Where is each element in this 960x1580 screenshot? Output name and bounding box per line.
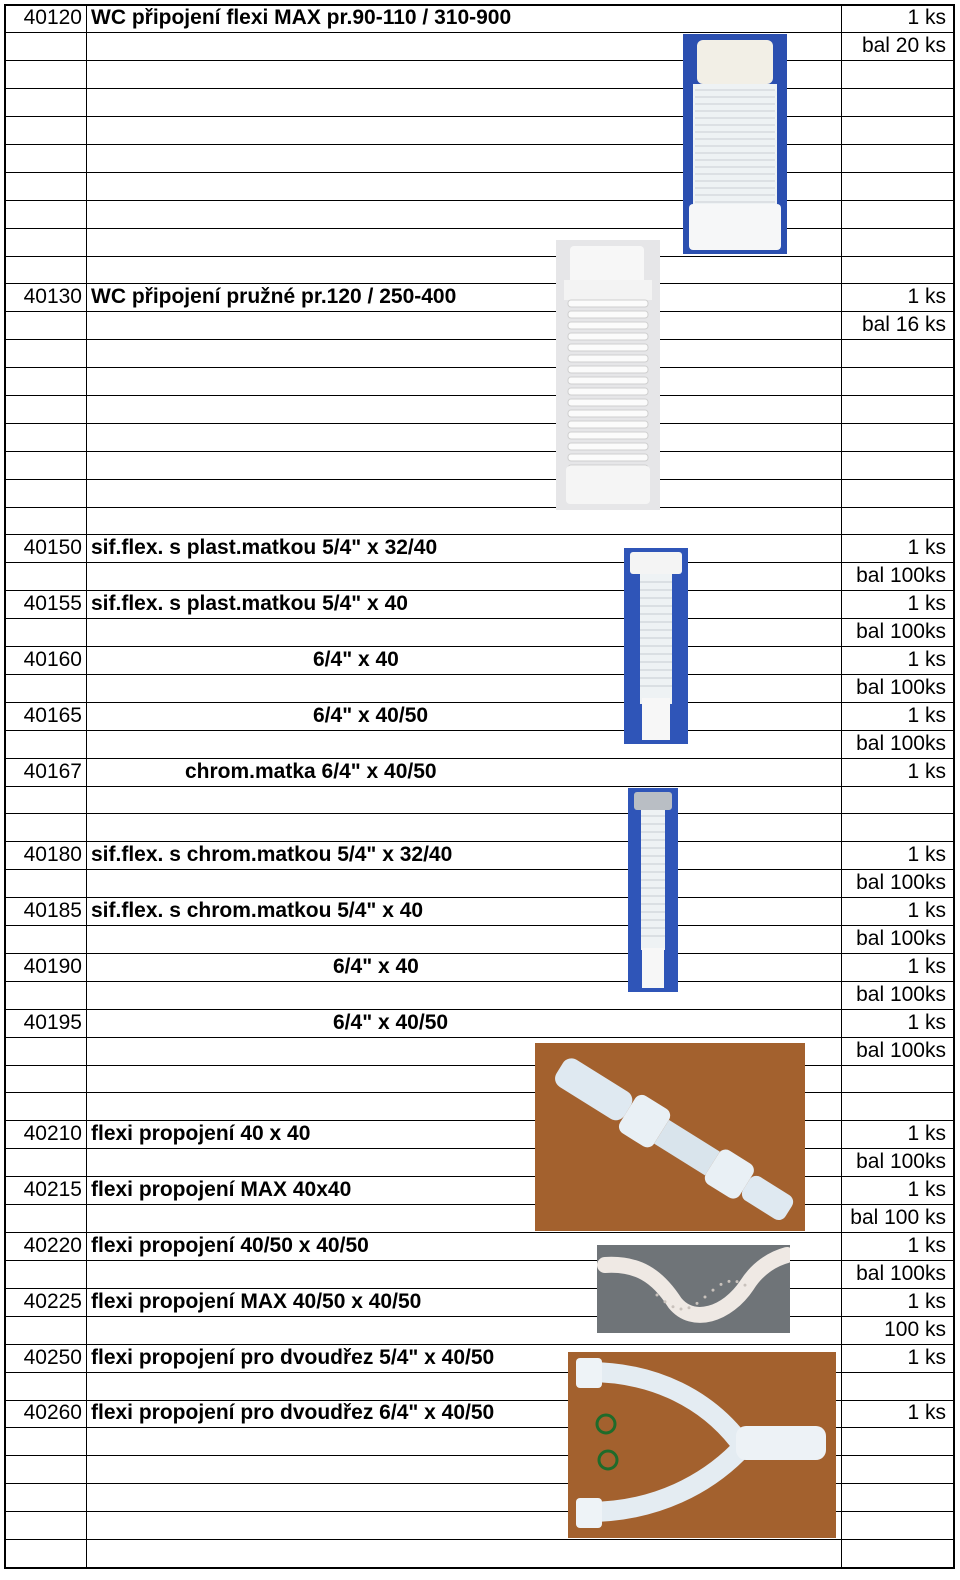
unit-quantity: 1 ks [907, 1178, 946, 1201]
grid-row-line [4, 590, 955, 591]
grid-row-line [4, 1092, 955, 1093]
product-description: 6/4" x 40 [313, 648, 399, 671]
pack-quantity: bal 100ks [856, 676, 946, 699]
grid-row-line [4, 507, 955, 508]
pack-quantity: bal 100ks [856, 564, 946, 587]
grid-row-line [4, 1204, 955, 1205]
flexi-ohebne-photo [597, 1245, 790, 1333]
unit-quantity: 1 ks [907, 1290, 946, 1313]
product-code: 40250 [23, 1346, 82, 1369]
pack-quantity: bal 16 ks [861, 313, 946, 336]
grid-row-line [4, 813, 955, 814]
grid-row-line [4, 1316, 955, 1317]
unit-quantity: 1 ks [907, 285, 946, 308]
sifon-plast-photo [624, 548, 688, 744]
pack-quantity: bal 100ks [856, 732, 946, 755]
grid-row-line [4, 144, 955, 145]
product-code: 40190 [23, 955, 82, 978]
product-description: flexi propojení MAX 40x40 [91, 1178, 352, 1201]
grid-column-line [953, 4, 955, 1569]
product-code: 40160 [23, 648, 82, 671]
grid-row-line [4, 758, 955, 759]
grid-column-line [841, 4, 842, 1569]
pack-quantity: bal 20 ks [861, 34, 946, 57]
grid-row-line [4, 1288, 955, 1289]
product-code: 40220 [23, 1234, 82, 1257]
grid-row-line [4, 88, 955, 89]
grid-row-line [4, 981, 955, 982]
grid-row-line [4, 674, 955, 675]
flexi-dvoudrez-photo-drawing [568, 1352, 836, 1538]
grid-row-line [4, 116, 955, 117]
product-code: 40155 [23, 592, 82, 615]
product-description: sif.flex. s chrom.matkou 5/4" x 40 [91, 899, 424, 922]
flexi-propojeni-photo-drawing [535, 1043, 805, 1231]
sifon-chrom-photo [628, 788, 678, 992]
grid-row-line [4, 897, 955, 898]
pack-quantity: bal 100ks [856, 983, 946, 1006]
product-description: WC připojení pružné pr.120 / 250-400 [91, 285, 457, 308]
grid-column-line [4, 4, 6, 1569]
pack-quantity: 100 ks [884, 1318, 946, 1341]
grid-row-line [4, 1009, 955, 1010]
product-code: 40150 [23, 536, 82, 559]
grid-row-line [4, 534, 955, 535]
grid-row-line [4, 786, 955, 787]
product-description: 6/4" x 40/50 [333, 1011, 449, 1034]
unit-quantity: 1 ks [907, 955, 946, 978]
grid-row-line [4, 646, 955, 647]
unit-quantity: 1 ks [907, 536, 946, 559]
wc-pruzne-photo [556, 240, 660, 510]
product-description: 6/4" x 40 [333, 955, 419, 978]
unit-quantity: 1 ks [907, 1011, 946, 1034]
grid-row-line [4, 1539, 955, 1540]
flexi-propojeni-photo [535, 1043, 805, 1231]
unit-quantity: 1 ks [907, 899, 946, 922]
grid-row-line [4, 1260, 955, 1261]
grid-row-line [4, 283, 955, 284]
pack-quantity: bal 100ks [856, 927, 946, 950]
grid-row-line [4, 60, 955, 61]
pack-quantity: bal 100ks [856, 620, 946, 643]
grid-row-line [4, 479, 955, 480]
grid-row-line [4, 841, 955, 842]
grid-row-line [4, 1567, 955, 1569]
unit-quantity: 1 ks [907, 704, 946, 727]
product-code: 40195 [23, 1011, 82, 1034]
grid-row-line [4, 367, 955, 368]
grid-row-line [4, 953, 955, 954]
grid-row-line [4, 32, 955, 33]
product-description: flexi propojení pro dvoudřez 5/4" x 40/50 [91, 1346, 495, 1369]
unit-quantity: 1 ks [907, 760, 946, 783]
sifon-plast-photo-drawing [624, 548, 688, 744]
pack-quantity: bal 100 ks [850, 1206, 946, 1229]
grid-row-line [4, 395, 955, 396]
wc-flexi-max-photo [683, 34, 787, 254]
grid-row-line [4, 1065, 955, 1066]
product-code: 40185 [23, 899, 82, 922]
unit-quantity: 1 ks [907, 648, 946, 671]
grid-row-line [4, 172, 955, 173]
pack-quantity: bal 100ks [856, 1039, 946, 1062]
flexi-dvoudrez-photo [568, 1352, 836, 1538]
grid-row-line [4, 1120, 955, 1121]
wc-flexi-max-photo-drawing [683, 34, 787, 254]
product-code: 40165 [23, 704, 82, 727]
pack-quantity: bal 100ks [856, 871, 946, 894]
product-code: 40210 [23, 1122, 82, 1145]
product-description: chrom.matka 6/4" x 40/50 [185, 760, 437, 783]
grid-row-line [4, 618, 955, 619]
product-description: sif.flex. s chrom.matkou 5/4" x 32/40 [91, 843, 453, 866]
grid-row-line [4, 1148, 955, 1149]
grid-row-line [4, 1037, 955, 1038]
product-description: sif.flex. s plast.matkou 5/4" x 40 [91, 592, 408, 615]
flexi-ohebne-photo-drawing [597, 1245, 790, 1333]
grid-row-line [4, 1176, 955, 1177]
product-code: 40167 [23, 760, 82, 783]
grid-row-line [4, 200, 955, 201]
unit-quantity: 1 ks [907, 843, 946, 866]
grid-row-line [4, 925, 955, 926]
unit-quantity: 1 ks [907, 1346, 946, 1369]
product-code: 40215 [23, 1178, 82, 1201]
product-code: 40120 [23, 6, 82, 29]
grid-row-line [4, 869, 955, 870]
product-code: 40225 [23, 1290, 82, 1313]
unit-quantity: 1 ks [907, 1401, 946, 1424]
grid-row-line [4, 311, 955, 312]
unit-quantity: 1 ks [907, 1234, 946, 1257]
pack-quantity: bal 100ks [856, 1150, 946, 1173]
product-description: flexi propojení pro dvoudřez 6/4" x 40/50 [91, 1401, 495, 1424]
grid-row-line [4, 339, 955, 340]
grid-row-line [4, 256, 955, 257]
grid-row-line [4, 562, 955, 563]
sifon-chrom-photo-drawing [628, 788, 678, 992]
unit-quantity: 1 ks [907, 1122, 946, 1145]
grid-column-line [86, 4, 87, 1569]
product-code: 40260 [23, 1401, 82, 1424]
unit-quantity: 1 ks [907, 592, 946, 615]
product-description: WC připojení flexi MAX pr.90-110 / 310-900 [91, 6, 512, 29]
product-code: 40180 [23, 843, 82, 866]
unit-quantity: 1 ks [907, 6, 946, 29]
grid-row-line [4, 451, 955, 452]
product-code: 40130 [23, 285, 82, 308]
grid-row-line [4, 423, 955, 424]
grid-row-line [4, 702, 955, 703]
grid-row-line [4, 228, 955, 229]
grid-row-line [4, 730, 955, 731]
grid-row-line [4, 1344, 955, 1345]
product-description: flexi propojení MAX 40/50 x 40/50 [91, 1290, 422, 1313]
product-description: flexi propojení 40 x 40 [91, 1122, 311, 1145]
product-description: flexi propojení 40/50 x 40/50 [91, 1234, 369, 1257]
pack-quantity: bal 100ks [856, 1262, 946, 1285]
product-description: 6/4" x 40/50 [313, 704, 429, 727]
wc-pruzne-photo-drawing [556, 240, 660, 510]
grid-row-line [4, 1232, 955, 1233]
product-description: sif.flex. s plast.matkou 5/4" x 32/40 [91, 536, 438, 559]
